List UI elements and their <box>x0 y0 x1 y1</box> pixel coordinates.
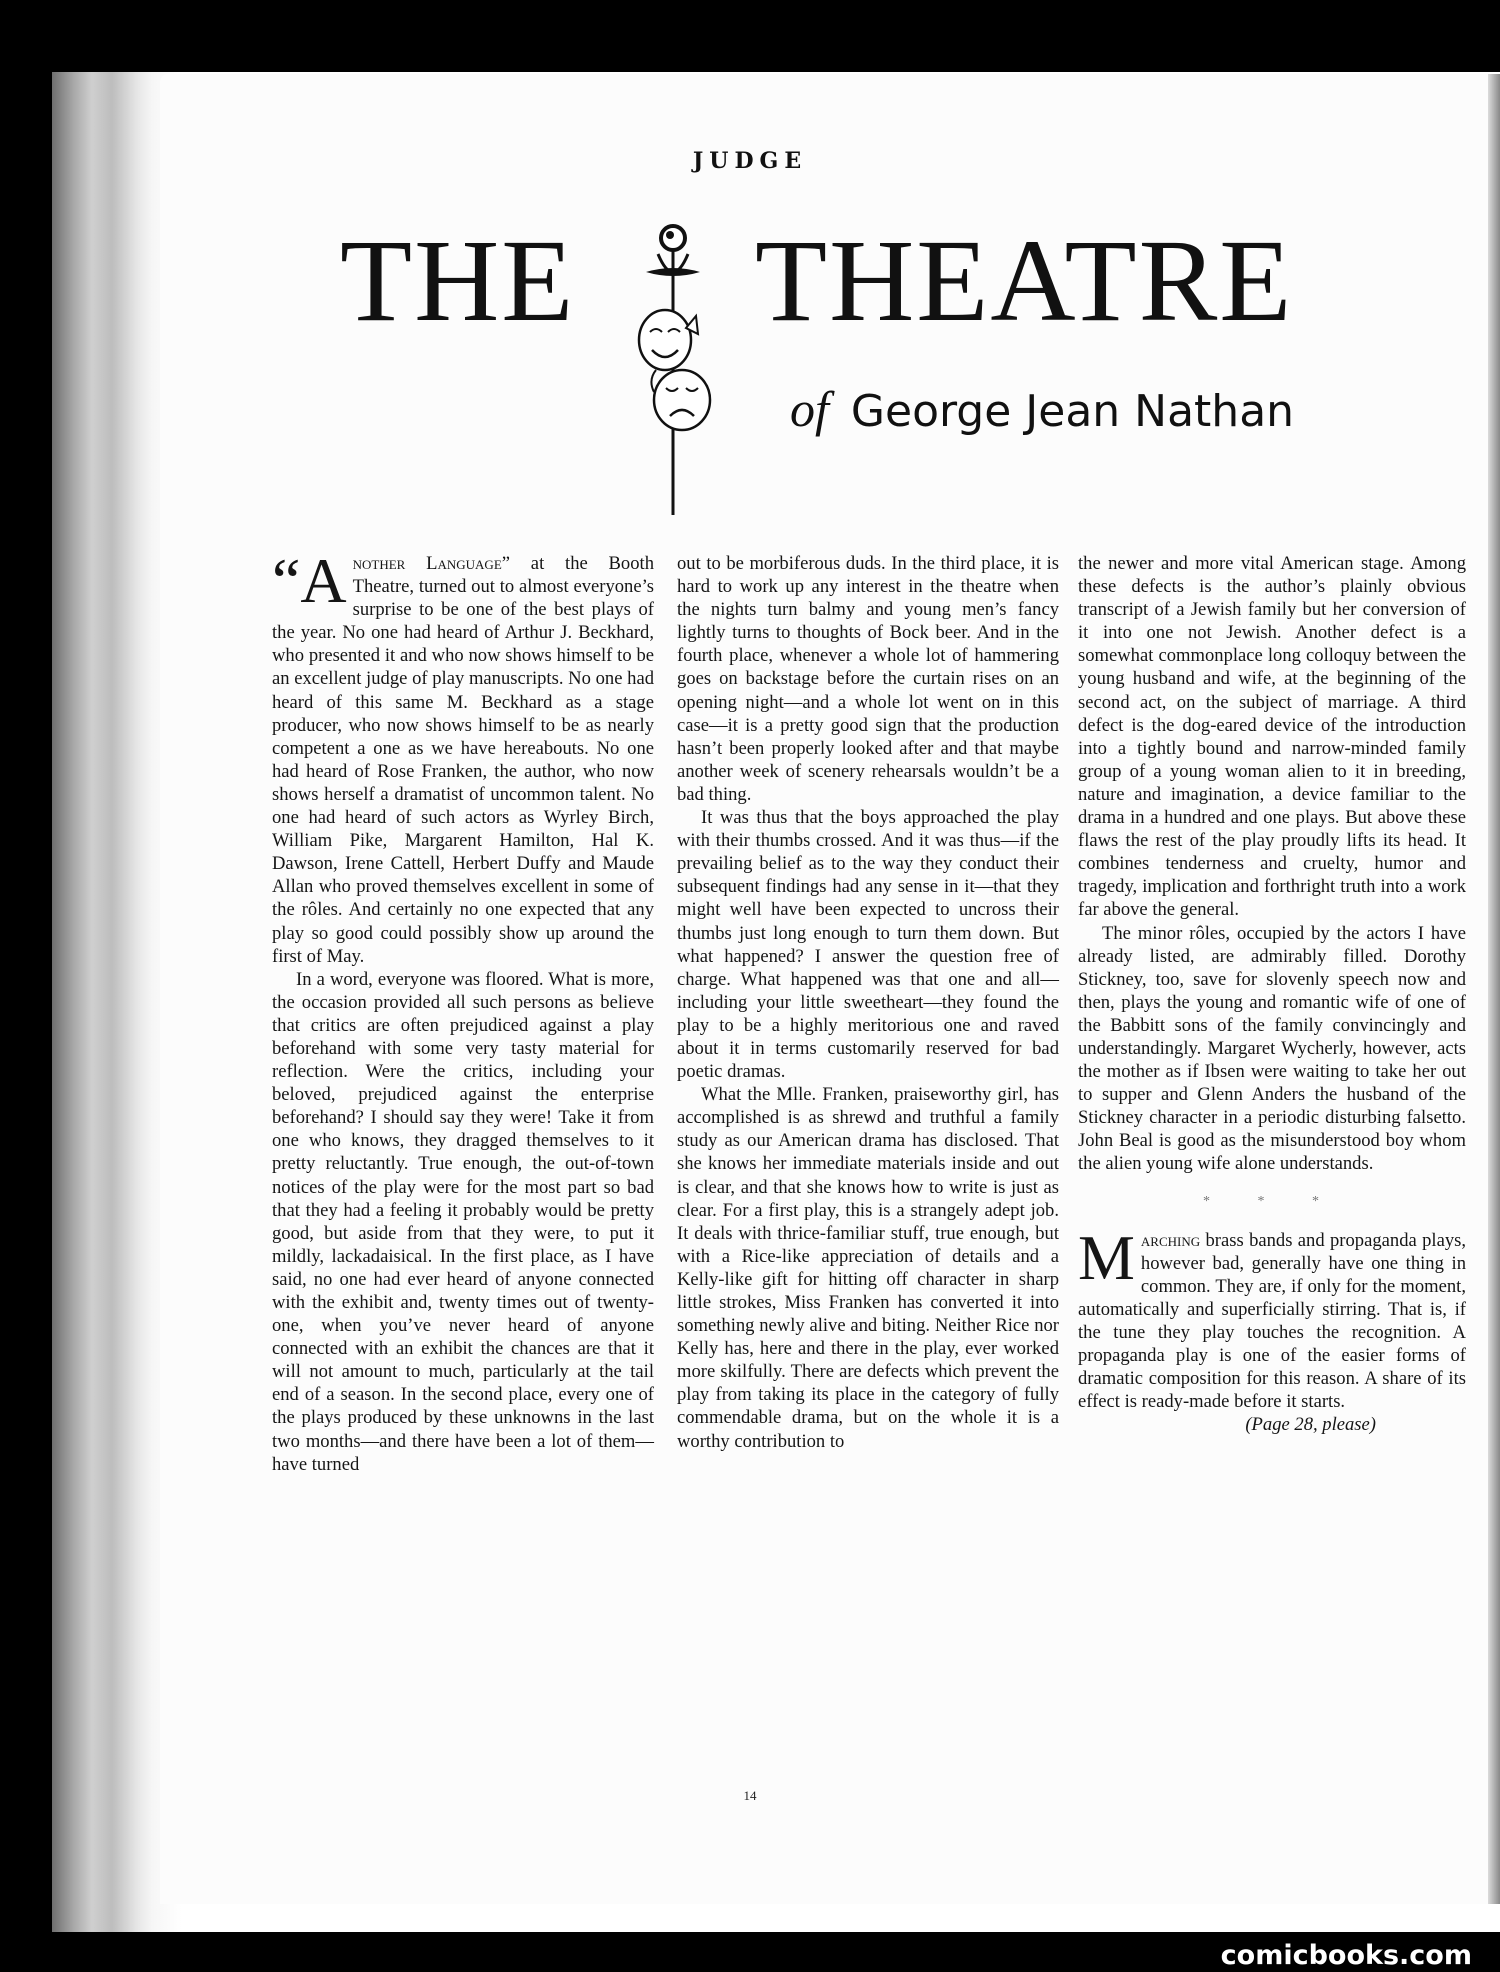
article-column-3 <box>1078 552 1466 1436</box>
paragraph: The minor rôles, occupied by the actors I have already listed, are admirably filled. Dorothy Stickney, too, save for slovenly speech now and then, plays the young and romantic wife of one of the Babbitt sons of the family convincingly and understandingly. Margaret Wycherly, however, acts the mother as if Ibsen were waiting to take her out to supper and Glenn Anders the husband of the Stickney character in a periodic disturbing falsetto. John Beal is good as the misunderstood boy whom the alien young wife alone understands. <box>1078 922 1466 1175</box>
author-name: George Jean Nathan <box>850 386 1295 437</box>
page-number: 14 <box>743 1788 757 1803</box>
lead-small-caps: nother Language <box>352 553 502 574</box>
watermark: comicbooks.com <box>1220 1940 1472 1971</box>
paragraph: It was thus that the boys approached the play with their thumbs crossed. And it was thus—if the prevailing belief as to the way they conduct their subsequent findings had any sense in it—that they might well have been expected to uncross their thumbs just long enough to turn them down. But what happened? I answer the question free of charge. What happened was that one and all—including your little sweetheart—they found the play to be a highly meritorious one and raved about it in terms customarily reserved for bad poetic dramas. <box>677 807 1059 1083</box>
byline-of: of <box>790 381 829 437</box>
sword-with-masks-icon <box>618 220 728 520</box>
article-column-2 <box>677 552 1059 1453</box>
paragraph: What the Mlle. Franken, praiseworthy girl, has accomplished is as shrewd and truthful a family study as our American drama has disclosed. That she knows her immediate materials inside and out is clear, and that she knows how to write is just as clear. For a first play, this is a strangely adept job. It deals with thrice-familiar stuff, true enough, but with a Rice-like appreciation of details and a Kelly-like gift for hitting off character in sharp little strokes, Miss Franken has converted it into something newly alive and biting. Neither Rice nor Kelly has, here and there in the play, ever worked more skilfully. There are defects which prevent the play from taking its place in the category of fully commendable drama, but on the whole it is a worthy contribution to <box>677 1084 1059 1452</box>
section-separator: * * * <box>1203 1193 1341 1209</box>
title-the: THE <box>340 215 576 346</box>
paragraph: the newer and more vital American stage. Among these defects is the author’s plainly obvious transcript of a Jewish family but her conversion of it into one not Jewish. Another defect is a somewhat commonplace long colloquy between the young husband and wife, at the beginning of the second act, on the subject of marriage. A third defect is the dog-eared device of the introduction into a tightly bound and narrow-minded family group of a young woman alien to it in breeding, nature and imagination, a device familiar to the drama in a hundred and one plays. But above these flaws the rest of the play proudly lifts its head. It combines tenderness and cruelty, humor and tragedy, implication and forthright truth into a work far above the general. <box>1078 553 1466 921</box>
paragraph-text: brass bands and propaganda plays, however bad, generally have one thing in common. They are, if only for the moment, automatically and superficially stirring. That is, if the tune they play touches the recognition. A propaganda play is one of the easier forms of dramatic composition for this reason. A share of its effect is ready-made before it starts. <box>1078 1229 1466 1413</box>
article-column-1 <box>272 545 654 1476</box>
page-right-edge <box>1488 74 1500 1904</box>
paragraph: In a word, everyone was floored. What is more, the occasion provided all such persons as believe that critics are often prejudiced against a play beforehand with some very tasty material for reflection. Were the critics, including your beloved, prejudiced against the enterprise beforehand? I should say they were! Take it from one who knows, they dragged themselves to it pretty reluctantly. True enough, the out-of-town notices of the play were for the most part so bad that they had a feeling it probably would be pretty good, but aside from that they were, to put it mildly, lackadaisical. In the first place, as I have said, no one had ever heard of anyone connected with the exhibit and, twenty times out of twenty-one, when you’ve never heard of anyone connected with an exhibit the chances are that it will not amount to much, particularly at the tail end of a season. In the second place, every one of the plays produced by these unknowns in the last two months—and there have been a lot of them—have turned <box>272 968 654 1475</box>
continued-reference: (Page 28, please) <box>1245 1414 1376 1436</box>
drop-cap: M <box>1078 1221 1135 1293</box>
paragraph: out to be morbiferous duds. In the third place, it is hard to work up any interest in the theatre when the nights turn balmy and young men’s fancy lightly turns to thoughts of Bock beer. And in the fourth place, whenever a whole lot of hammering goes on backstage before the curtain rises on an opening night—and a whole lot went on in this case—it is a pretty good sign that the production hasn’t been properly looked after and that maybe another week of scenery rehearsals wouldn’t be a bad thing. <box>677 553 1059 805</box>
paragraph <box>272 545 654 968</box>
drop-cap: “A <box>272 545 347 616</box>
paragraph-text: ” at the Booth Theatre, turned out to almost everyone’s surprise to be one of the best plays of the year. No one had heard of Arthur J. Beckhard, who presented it and who now shows himself to be an excellent judge of play manuscripts. No one had heard of this same M. Beckhard as a stage producer, who now shows himself to be as nearly competent a one as we have hereabouts. No one had heard of Rose Franken, the author, who now shows herself a dramatist of uncommon talent. No one had heard of such actors as Wyrley Birch, William Pike, Margarent Hamilton, Hal K. Dawson, Irene Cattell, Herbert Duffy and Maude Allan who proved themselves excellent in some of the rôles. And certainly no one expected that any play so good could possibly show up around the first of May. <box>272 553 654 967</box>
paragraph <box>1078 1221 1466 1414</box>
byline <box>790 380 1294 438</box>
title-theatre: THEATRE <box>755 215 1294 346</box>
masthead: JUDGE <box>692 148 808 174</box>
lead-small-caps: arching <box>1140 1229 1201 1251</box>
